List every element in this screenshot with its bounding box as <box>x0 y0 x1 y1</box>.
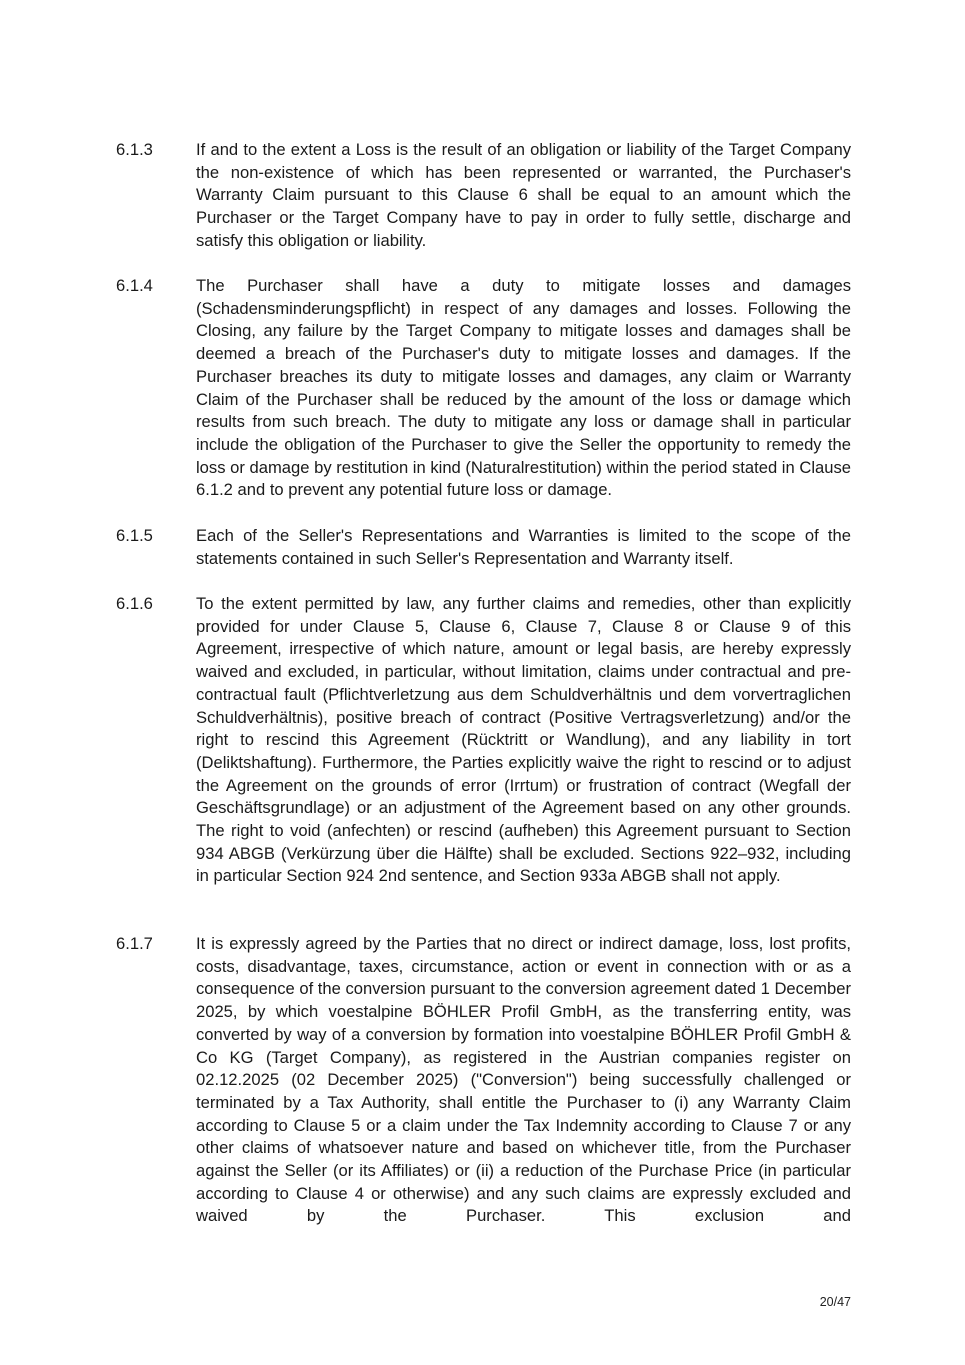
clause-6-1-4 <box>116 275 851 502</box>
clause-number: 6.1.4 <box>116 276 153 295</box>
clause-number: 6.1.3 <box>116 140 153 159</box>
clause-number: 6.1.5 <box>116 526 153 545</box>
clause-text: The Purchaser shall have a duty to mitigate losses and damages (Schadensminderungspflicht) in respect of any damages and losses. Following the Closing, any failure by the Target Company to mitigate losses and damages shall be deemed a breach of the Purchaser's duty to mitigate losses and damages. If the Purchaser breaches its duty to mitigate losses and damages, any claim or Warranty Claim of the Purchaser shall be reduced by the amount of the loss or damage which results from such breach. The duty to mitigate any loss or damage shall in particular include the obligation of the Purchaser to give the Seller the opportunity to remedy the loss or damage by restitution in kind (Naturalrestitution) within the period stated in Clause 6.1.2 and to prevent any potential future loss or damage. <box>196 276 851 500</box>
page-number: 20/47 <box>819 1295 851 1309</box>
clause-text: Each of the Seller's Representations and Warranties is limited to the scope of the statements contained in such Seller's Representation and Warranty itself. <box>196 526 851 568</box>
clause-text: To the extent permitted by law, any further claims and remedies, other than explicitly provided for under Clause 5, Clause 6, Clause 7, Clause 8 or Clause 9 of this Agreement, irrespective of which nature, amount or legal basis, are hereby expressly waived and excluded, in particular, without limitation, claims under contractual and pre-contractual fault (Pflichtverletzung aus dem Schuldverhältnis und dem vorvertraglichen Schuldverhältnis), positive breach of contract (Positive Vertragsverletzung) and/or the right to rescind this Agreement (Rücktritt or Wandlung), and any liability in tort (Deliktshaftung). Furthermore, the Parties explicitly waive the right to rescind or to adjust the Agreement on the grounds of error (Irrtum) or frustration of contract (Wegfall der Geschäftsgrundlage) or an adjustment of the Agreement based on any other grounds. The right to void (anfechten) or rescind (aufheben) this Agreement pursuant to Section 934 ABGB (Verkürzung über die Hälfte) shall be excluded. Sections 922–932, including in particular Section 924 2nd sentence, and Section 933a ABGB shall not apply. <box>196 594 851 886</box>
clause-6-1-5 <box>116 525 851 570</box>
clause-number: 6.1.7 <box>116 934 153 953</box>
clause-6-1-3 <box>116 139 851 253</box>
clause-6-1-6 <box>116 593 851 888</box>
clause-6-1-7 <box>116 933 851 1228</box>
clause-number: 6.1.6 <box>116 594 153 613</box>
clause-text: If and to the extent a Loss is the result of an obligation or liability of the Target Company the non-existence of which has been represented or warranted, the Purchaser's Warranty Claim pursuant to this Clause 6 shall be equal to an amount which the Purchaser or the Target Company have to pay in order to fully settle, discharge and satisfy this obligation or liability. <box>196 140 851 250</box>
clause-text: It is expressly agreed by the Parties that no direct or indirect damage, loss, lost profits, costs, disadvantage, taxes, circumstance, action or event in connection with or as a consequence of the conversion pursuant to the conversion agreement dated 1 December 2025, by which voestalpine BÖHLER Profil GmbH, as the transferring entity, was converted by way of a conversion by formation into voestalpine BÖHLER Profil GmbH & Co KG (Target Company), as registered in the Austrian companies register on 02.12.2025 (02 December 2025) ("Conversion") being successfully challenged or terminated by a Tax Authority, shall entitle the Purchaser to (i) any Warranty Claim according to Clause 5 or a claim under the Tax Indemnity according to Clause 7 or any other claims of whatsoever nature and based on whichever title, from the Purchaser against the Seller (or its Affiliates) or (ii) a reduction of the Purchase Price (in particular according to Clause 4 or otherwise) and any such claims are expressly excluded and waived by the Purchaser. This exclusion and <box>196 934 851 1226</box>
